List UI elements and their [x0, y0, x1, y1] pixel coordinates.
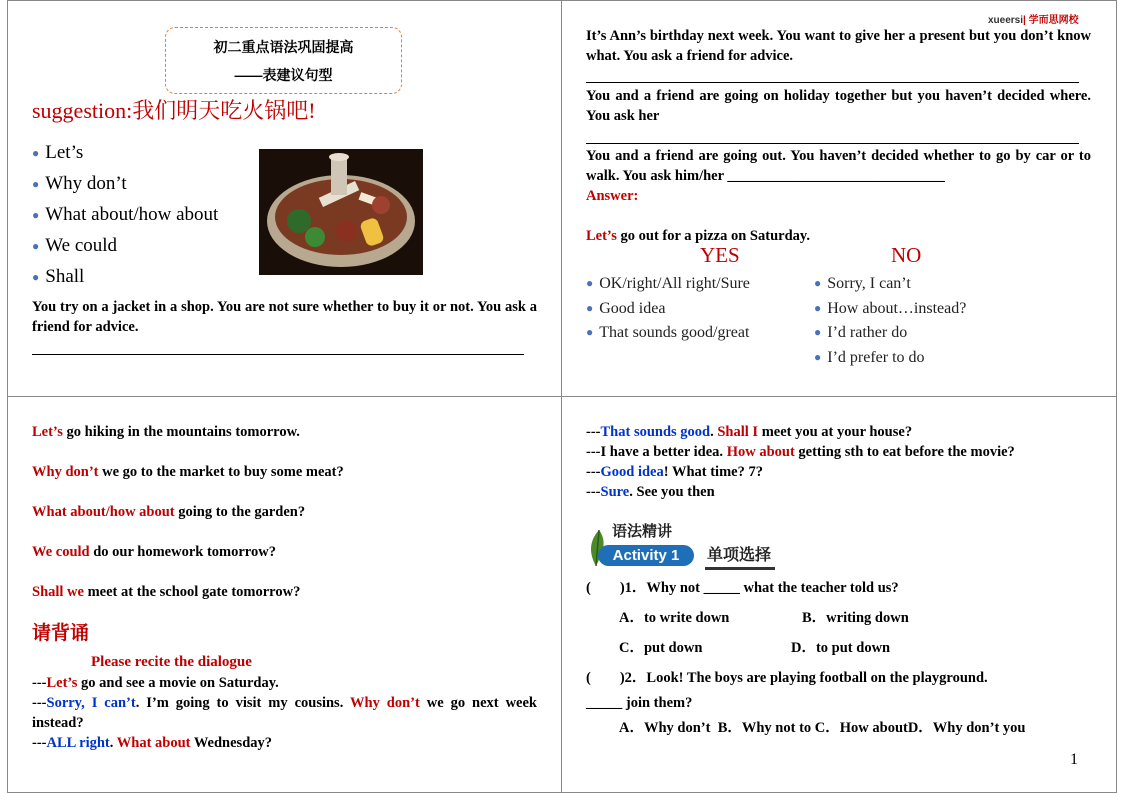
example-item: Shall we meet at the school gate tomorrow? [32, 584, 301, 600]
yes-list [586, 272, 750, 346]
bullet-item: ● Why don’t [32, 169, 218, 200]
suggestion-bullet-list [32, 138, 218, 293]
no-heading: NO [891, 243, 922, 267]
dialogue-line: ---That sounds good. Shall I meet you at your house? [586, 424, 913, 440]
yes-item: ● Good idea [586, 297, 750, 322]
jacket-scenario: You try on a jacket in a shop. You are not sure whether to buy it or not. You ask a friend for advice. [32, 299, 537, 335]
bullet-item: ● We could [32, 231, 218, 262]
answer-line [586, 82, 1079, 83]
example-item: Let’s go hiking in the mountains tomorrow. [32, 424, 300, 440]
example-item: What about/how about going to the garden? [32, 504, 306, 520]
no-item: ● I’d rather do [814, 321, 966, 346]
banner-chinese-top: 语法精讲 [612, 524, 673, 540]
recite-chinese: 请背诵 [32, 623, 90, 644]
question-1-option-c: C．put down [619, 640, 703, 656]
going-out-scenario [586, 146, 1091, 186]
question-1-option-a: A．to write down [619, 610, 730, 626]
bullet-item: ● Shall [32, 262, 218, 293]
no-list [814, 272, 966, 370]
question-2-options: A．Why don’t B．Why not to C．How aboutD．Why don’t you [619, 720, 1026, 736]
answer-line [32, 354, 524, 355]
logo-brand: xueersi [988, 15, 1024, 26]
answer-keyword: Let’s [586, 228, 617, 244]
logo-chinese: 学而思网校 [1028, 15, 1079, 26]
question-2-stem: ( )2．Look! The boys are playing football on the playground. [586, 670, 988, 686]
hot-pot-image [259, 149, 423, 275]
example-sentences [32, 422, 537, 602]
example-item: Why don’t we go to the market to buy some meat? [32, 464, 344, 480]
bullet-item: ● What about/how about [32, 200, 218, 231]
yes-heading: YES [700, 243, 740, 267]
logo: xueersi| 学而思网校 [988, 15, 1079, 26]
dialogue-line: ---I have a better idea. How about getting sth to eat before the movie? [586, 444, 1015, 460]
birthday-scenario: It’s Ann’s birthday next week. You want to give her a present but you don’t know what. You ask a friend for advice. [586, 28, 1091, 64]
bullet-item: ● Let’s [32, 138, 218, 169]
dialogue-line: ---Let’s go and see a movie on Saturday. [32, 675, 279, 691]
dialogue-line: ---Good idea! What time? 7? [586, 464, 763, 480]
answer-rest: go out for a pizza on Saturday. [616, 228, 810, 244]
answer-line [586, 143, 1079, 144]
page-number: 1 [1070, 751, 1078, 768]
going-out-blank: ______________________________ [727, 168, 945, 184]
question-1-option-b: B．writing down [802, 610, 909, 626]
dialogue-2 [586, 422, 1091, 502]
example-item: We could do our homework tomorrow? [32, 544, 276, 560]
dialogue-line: ---Sure. See you then [586, 484, 715, 500]
title-line-2: ——表建议句型 [234, 67, 333, 83]
suggestion-heading: suggestion:我们明天吃火锅吧! [32, 98, 316, 123]
no-item: ● How about…instead? [814, 297, 966, 322]
activity-banner [586, 522, 791, 570]
no-item: ● I’d prefer to do [814, 346, 966, 371]
banner-chinese-right: 单项选择 [705, 546, 775, 570]
question-2-stem-cont: _____ join them? [586, 695, 693, 711]
answer-label: Answer: [586, 188, 639, 204]
going-out-text: You and a friend are going out. You haven’t decided whether to go by car or to walk. You ask him/her [586, 148, 1091, 184]
holiday-scenario: You and a friend are going on holiday together but you haven’t decided where. You ask her [586, 88, 1091, 124]
no-item: ● Sorry, I can’t [814, 272, 966, 297]
yes-item: ● OK/right/All right/Sure [586, 272, 750, 297]
title-line-1: 初二重点语法巩固提高 [213, 39, 354, 55]
title-box [165, 27, 402, 94]
banner-activity: Activity 1 [598, 545, 694, 566]
answer-sentence [586, 226, 810, 246]
dialogue-line: ---ALL right. What about Wednesday? [32, 735, 273, 751]
dialogue-1 [32, 673, 537, 753]
question-1-option-d: D．to put down [791, 640, 891, 656]
dialogue-line: ---Sorry, I can’t. I’m going to visit my cousins. Why don’t we go next week instead? [32, 695, 537, 731]
question-1-stem: ( )1．Why not _____ what the teacher told us? [586, 580, 899, 596]
yes-item: ● That sounds good/great [586, 321, 750, 346]
recite-english: Please recite the dialogue [91, 654, 252, 670]
